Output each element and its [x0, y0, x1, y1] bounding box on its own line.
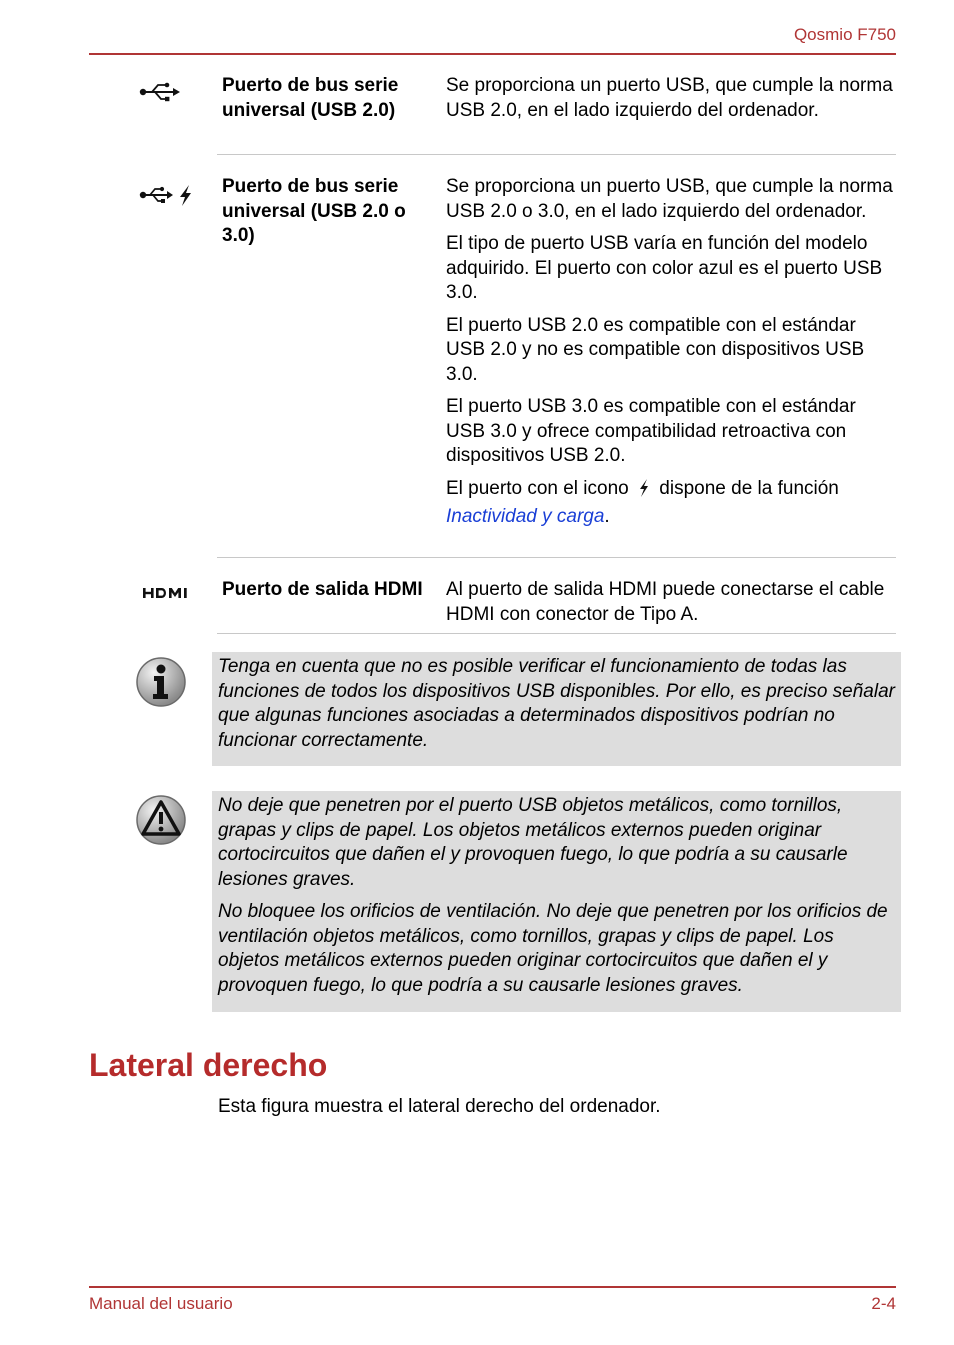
port-paragraph: Se proporciona un puerto USB, que cumple la norma USB 2.0 o 3.0, en el lado izquierdo del ordenador. — [446, 176, 893, 222]
footer-rule — [89, 1286, 896, 1288]
page-number: 2-4 — [871, 1294, 896, 1313]
info-note-text: Tenga en cuenta que no es posible verificar el funcionamiento de todas las funciones de todos los dispositivos USB disponibles. Por ello, es preciso señalar que algunas funciones asociadas a determinados dispositivos podrían no funcionar correctamente. — [218, 656, 895, 751]
hdmi-icon — [143, 586, 193, 604]
period: . — [604, 506, 610, 527]
port-name: Puerto de salida HDMI — [222, 579, 423, 600]
warning-note — [212, 791, 901, 1012]
port-paragraph: Se proporciona un puerto USB, que cumple la norma USB 2.0, en el lado izquierdo del ordenador. — [446, 75, 893, 121]
info-note — [212, 652, 901, 766]
port-paragraph: Al puerto de salida HDMI puede conectarse el cable HDMI con conector de Tipo A. — [446, 579, 885, 625]
port-paragraph: El tipo de puerto USB varía en función del modelo adquirido. El puerto con color azul es el puerto USB 3.0. — [446, 233, 883, 303]
lightning-icon — [638, 478, 650, 506]
footer-manual-title: Manual del usuario — [89, 1294, 233, 1313]
warning-note-paragraph: No deje que penetren por el puerto USB objetos metálicos, como tornillos, grapas y clips de papel. Los objetos metálicos externos pueden originar cortocircuitos que dañen el y provoquen fuego, lo que podría a su causarle lesiones graves. — [218, 795, 848, 890]
port-name: Puerto de bus serie universal (USB 2.0 o 3.0) — [222, 176, 406, 246]
section-heading: Lateral derecho — [89, 1047, 328, 1083]
port-description — [446, 175, 896, 538]
usb-sleep-charge-icon — [139, 183, 195, 212]
port-paragraph: El puerto USB 3.0 es compatible con el estándar USB 3.0 y ofrece compatibilidad retroactiva con dispositivos USB 2.0. — [446, 396, 856, 466]
port-description — [446, 578, 896, 635]
header-rule — [89, 53, 896, 55]
icon-ref-text-before: El puerto con el icono — [446, 477, 629, 499]
row-divider — [217, 633, 896, 634]
row-divider — [217, 154, 896, 155]
port-paragraph-icon-ref — [446, 477, 896, 530]
warning-note-paragraph: No bloquee los orificios de ventilación. No deje que penetren por los orificios de ventilación objetos metálicos, como tornillos, grapas y clips de papel. Los objetos metálicos externos pueden originar cortocircuitos que dañen el y provoquen fuego, lo que podría a su causarle lesiones graves. — [218, 901, 888, 996]
usb-icon — [139, 82, 181, 107]
info-icon — [135, 656, 187, 713]
sleep-and-charge-link[interactable]: Inactividad y carga — [446, 506, 605, 527]
warning-icon — [135, 794, 187, 851]
port-description — [446, 74, 896, 131]
section-intro: Esta figura muestra el lateral derecho del ordenador. — [218, 1096, 661, 1117]
running-header: Qosmio F750 — [793, 25, 896, 44]
port-name: Puerto de bus serie universal (USB 2.0) — [222, 75, 399, 121]
row-divider — [217, 557, 896, 558]
icon-ref-text-after: dispone de la función — [659, 477, 839, 499]
port-paragraph: El puerto USB 2.0 es compatible con el estándar USB 2.0 y no es compatible con dispositivos USB 3.0. — [446, 314, 865, 385]
